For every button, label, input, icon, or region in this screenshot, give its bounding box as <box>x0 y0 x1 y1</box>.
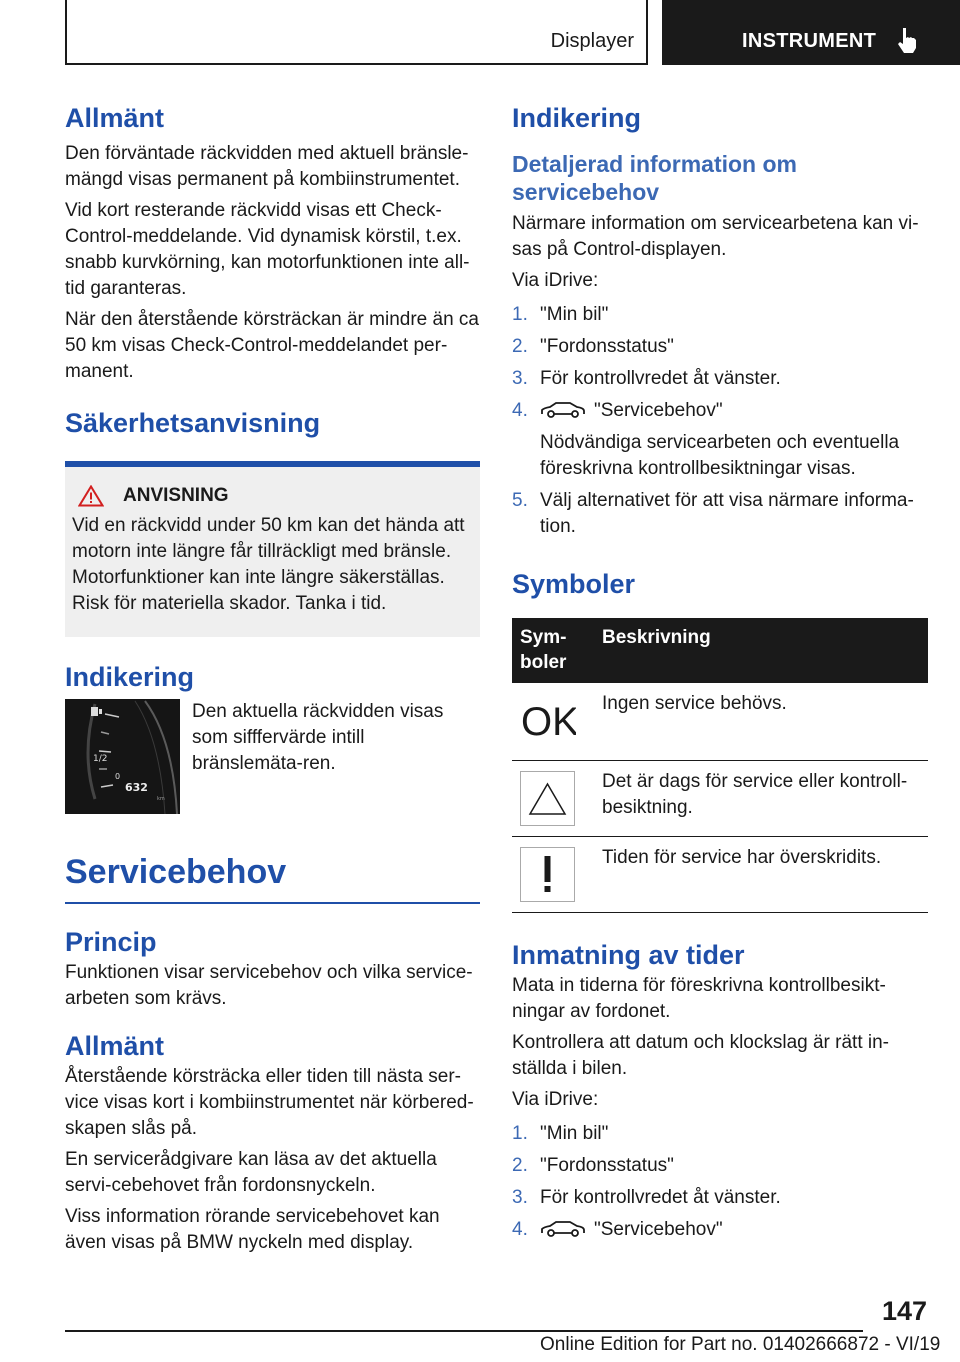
car-service-icon <box>540 1220 586 1238</box>
header-chapter-tab <box>662 0 960 65</box>
description-cell: Tiden för service har överskridits. <box>602 847 882 868</box>
notice-header <box>78 485 472 507</box>
header-chapter-label: INSTRUMENT <box>742 30 877 52</box>
gauge-unit: km <box>157 796 165 802</box>
allmant2-heading: Allmänt <box>65 1030 165 1061</box>
servicebehov-chapter-heading: Servicebehov <box>65 853 287 891</box>
inmatning-paragraph-2: Kontrollera att datum och klockslag är rätt in-ställda i bilen. <box>512 1032 890 1079</box>
step-text: "Servicebehov" <box>594 400 723 421</box>
step-text: "Fordonsstatus" <box>540 1155 674 1176</box>
symbols-col-header: Sym-boler <box>520 627 567 673</box>
car-service-icon <box>540 401 586 419</box>
notice-title: ANVISNING <box>123 485 229 506</box>
step-number: 2. <box>512 336 528 357</box>
footer-edition: Online Edition for Part no. 01402666872 - VI/19 <box>540 1334 941 1355</box>
header-rule-bottom <box>65 63 648 65</box>
step-text: Nödvändiga servicearbeten och eventuella föreskrivna kontrollbesiktningar visas. <box>540 432 900 479</box>
notice-box <box>65 467 480 637</box>
step-text: "Servicebehov" <box>594 1219 723 1240</box>
step-number: 4. <box>512 1219 528 1240</box>
allmant2-paragraph-3: Viss information rörande servicebehovet kan även visas på BMW nyckeln med display. <box>65 1205 440 1253</box>
gauge-range: 632 <box>125 781 148 794</box>
symbol-cell <box>512 837 602 912</box>
footer-rule <box>65 1330 863 1332</box>
allmant-heading: Allmänt <box>65 103 165 133</box>
detail-heading: Detaljerad information om servicebehov <box>512 151 797 205</box>
symbol-cell <box>512 761 602 836</box>
step-item <box>512 1185 928 1211</box>
allmant2-paragraph-2: En servicerådgivare kan läsa av det aktuella servi-cebehovet från fordonsnyckeln. <box>65 1148 437 1196</box>
idrive-steps <box>512 302 928 540</box>
idrive-steps-2 <box>512 1121 928 1243</box>
allmant-paragraph-3: När den återstående körsträckan är mindre än ca 50 km visas Check-Control-meddelandet per-manent. <box>65 309 479 382</box>
allmant2-paragraph-1: Återstående körsträcka eller tiden till nästa ser-vice visas kort i kombiinstrumentet när körbered-skapen slås på. <box>65 1065 474 1139</box>
step-item <box>512 366 928 392</box>
step-number: 4. <box>512 400 528 421</box>
step-item <box>512 1153 928 1179</box>
allmant-paragraph-1: Den förväntade räckvidden med aktuell bränsle-mängd visas permanent på kombiinstrumentet. <box>65 143 469 190</box>
via-idrive-label-2: Via iDrive: <box>512 1089 599 1110</box>
ok-symbol <box>520 693 576 745</box>
step-item <box>512 430 928 482</box>
allmant-paragraph-2: Vid kort resterande räckvidd visas ett Check-Control-meddelande. Vid dynamisk körstil, t.ex. snabb kurvkörning, kan motorfunktionen inte all-tid garanteras. <box>65 200 470 299</box>
step-text: "Min bil" <box>540 1123 609 1144</box>
step-item <box>512 302 928 328</box>
table-row <box>512 683 928 761</box>
symbol-cell <box>512 683 602 760</box>
step-number: 2. <box>512 1155 528 1176</box>
page-number: 147 <box>881 1296 927 1326</box>
inmatning-heading: Inmatning av tider <box>512 940 745 970</box>
fuel-gauge-image <box>65 699 180 814</box>
exclamation-icon <box>520 847 575 902</box>
step-number: 3. <box>512 368 528 389</box>
header-rule-left <box>65 0 67 65</box>
step-item <box>512 398 928 424</box>
description-cell: Det är dags för service eller kontroll-besiktning. <box>602 771 908 818</box>
step-number <box>512 430 540 482</box>
ok-symbol-text: OK <box>521 700 576 744</box>
princip-text: Funktionen visar servicebehov och vilka service-arbeten som krävs. <box>65 961 473 1009</box>
symbols-heading: Symboler <box>512 569 636 599</box>
indikering-text-left: Den aktuella räckvidden visas som sifffervärde intill bränslemäta-ren. <box>192 701 444 774</box>
step-number: 3. <box>512 1187 528 1208</box>
pointing-hand-icon <box>895 26 919 54</box>
step-number: 1. <box>512 304 528 325</box>
gauge-fraction: 1/2 <box>93 754 108 764</box>
header-section-title: Displayer <box>550 30 634 52</box>
left-column <box>65 100 480 1256</box>
via-idrive-label: Via iDrive: <box>512 270 599 291</box>
step-text: Välj alternativet för att visa närmare informa-tion. <box>540 490 914 537</box>
step-item <box>512 1121 928 1147</box>
step-text: "Fordonsstatus" <box>540 336 674 357</box>
description-cell: Ingen service behövs. <box>602 693 787 714</box>
description-col-header: Beskrivning <box>602 627 711 648</box>
step-number: 5. <box>512 490 528 511</box>
step-text: "Min bil" <box>540 304 609 325</box>
warning-triangle-icon <box>78 485 104 507</box>
indikering-heading-right: Indikering <box>512 103 642 133</box>
notice-text: Vid en räckvidd under 50 km kan det hända att motorn inte längre får tillräckligt med bränsle. Motorfunktioner kan inte längre säkerställas. Risk för materiella skador. Tanka i tid. <box>72 515 465 614</box>
step-item <box>512 488 928 540</box>
indikering-block <box>65 699 480 814</box>
gauge-zero: 0 <box>115 772 121 781</box>
header-rule-right <box>646 0 648 65</box>
table-row <box>512 761 928 837</box>
inmatning-paragraph-1: Mata in tiderna för föreskrivna kontrollbesikt-ningar av fordonet. <box>512 975 886 1022</box>
service-due-triangle-icon <box>520 771 575 826</box>
table-row <box>512 837 928 913</box>
princip-heading: Princip <box>65 926 157 957</box>
step-text: För kontrollvredet åt vänster. <box>540 1187 781 1208</box>
indikering-heading-left: Indikering <box>65 662 195 692</box>
right-column <box>512 100 928 1243</box>
step-item <box>512 334 928 360</box>
step-item <box>512 1217 928 1243</box>
step-number: 1. <box>512 1123 528 1144</box>
chapter-rule <box>65 902 480 904</box>
symbols-table-header <box>512 618 928 683</box>
step-text: För kontrollvredet åt vänster. <box>540 368 781 389</box>
symbols-table <box>512 618 928 913</box>
safety-heading: Säkerhetsanvisning <box>65 408 321 438</box>
detail-text: Närmare information om servicearbetena kan vi-sas på Control-displayen. <box>512 213 919 260</box>
